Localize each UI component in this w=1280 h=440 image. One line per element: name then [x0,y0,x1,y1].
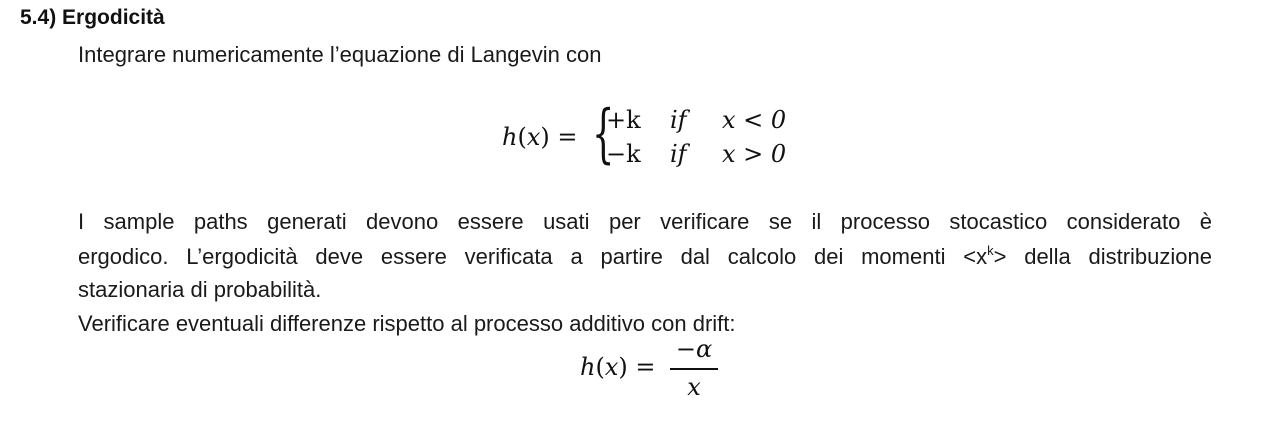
paragraph1-line3: stazionaria di probabilità. [78,277,322,302]
fraction-numerator: −α [675,335,713,363]
case1-if: if [670,106,687,134]
fraction-bar [670,368,718,370]
case1-condition: x < 0 [722,106,787,134]
paragraph2: Verificare eventuali differenze rispetto al processo additivo con drift: [78,311,736,336]
paragraph1-line2-post: > della distribuzione [993,244,1212,269]
fraction-denominator: x [687,373,701,401]
paragraph1-line2-pre: ergodico. L’ergodicità deve essere verificata a partire dal calcolo dei momenti <x [78,244,988,269]
case2-condition: x > 0 [722,140,787,168]
case1-value: +k [606,106,641,134]
section-heading [20,6,165,30]
left-brace: { [592,97,615,171]
case2-value: −k [606,140,641,168]
case2-if: if [670,140,687,168]
equation1-lhs: h(x) = [502,123,578,151]
section-number: 5.4) [20,6,57,29]
section-title: Ergodicità [62,6,165,29]
paragraph1-line1: I sample paths generati devono essere usati per verificare se il processo stocastico considerato è [78,209,1212,234]
intro-text: Integrare numericamente l’equazione di Langevin con [78,42,602,67]
paragraph1-line2 [78,243,1212,270]
equation2-lhs: h(x) = [580,353,656,381]
moment-exponent: k [987,243,994,258]
